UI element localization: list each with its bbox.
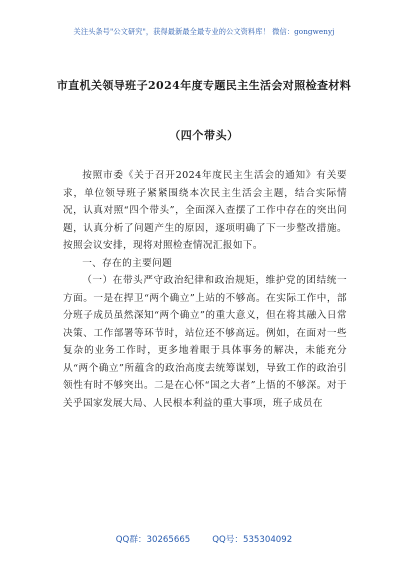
document-subtitle: （四个带头） bbox=[169, 129, 239, 142]
qq-group-text: QQ群：30265665 bbox=[115, 535, 191, 545]
intro-paragraph: 按照市委《关于召开2024年度民主生活会的通知》有关要求，单位领导班子紧紧围绕本次民主生活会主题，结合实际情况，认真对照“四个带头”，全面深入查摆了工作中存在的突出问题，认真分析了问题产生的原因，逐项明确了下一步整改措施。按照会议安排，现将对照检查情况汇报如下。 bbox=[63, 170, 347, 251]
contact-footer bbox=[0, 533, 408, 545]
promo-banner: 关注头条号"公文研究"，获得最新最全最专业的公文资料库！ 微信：gongwenyj bbox=[73, 27, 335, 36]
document-title: 市直机关领导班子2024年度专题民主生活会对照检查材料 bbox=[56, 79, 352, 92]
section-heading: 一、存在的主要问题 bbox=[82, 257, 173, 269]
document-body bbox=[63, 167, 347, 412]
qq-number-text: QQ号：535304092 bbox=[212, 535, 293, 545]
body-paragraph: （一）在带头严守政治纪律和政治规矩，维护党的团结统一方面。一是在捍卫“两个确立”上站的不够高。在实际工作中，部分班子成员虽然深知“两个确立”的重大意义，但在将其融入日常决策、工作部署等环节时，站位还不够高远。例如，在面对一些复杂的业务工作时，更多地着眼于具体事务的解决，未能充分从“两个确立”所蕴含的政治高度去统筹谋划，导致工作的政治引领性有时不够突出。二是在心怀“国之大者”上悟的不够深。对于关乎国家发展大局、人民根本利益的重大事项，班子成员在 bbox=[63, 275, 347, 409]
